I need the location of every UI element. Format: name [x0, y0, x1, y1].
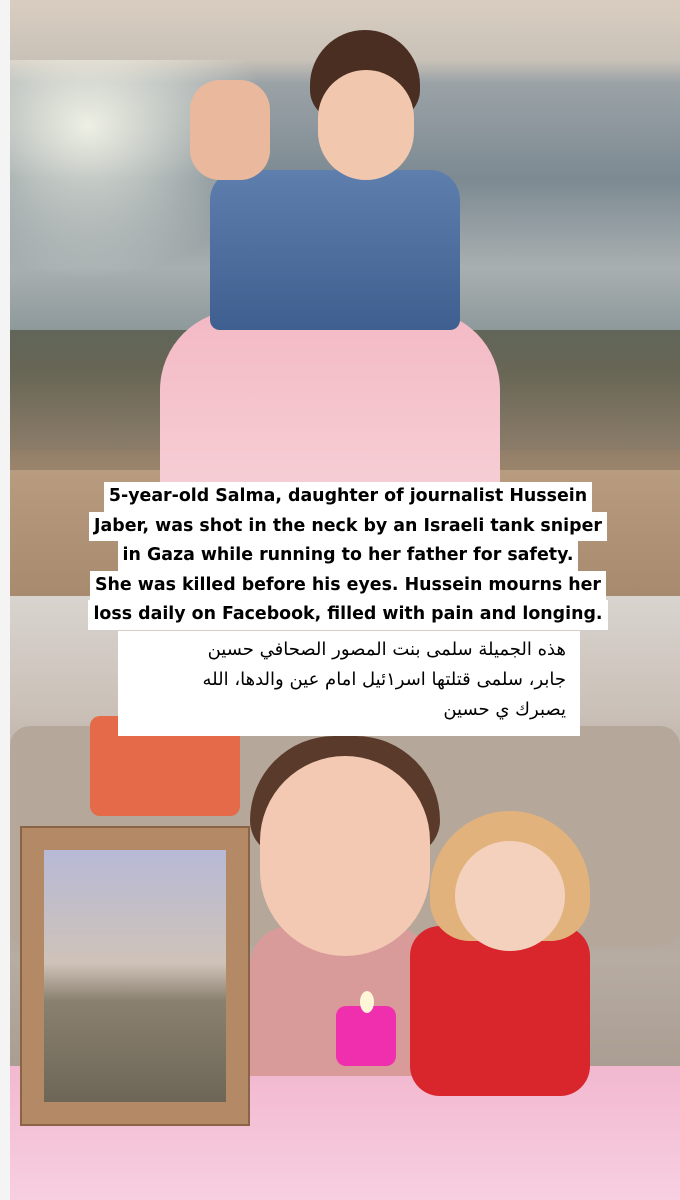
pink-dress [160, 310, 500, 500]
caption-line: جابر، سلمى قتلتها اسر١ئيل امام عين والدها، الله [202, 669, 566, 690]
caption-arabic [118, 631, 580, 736]
caption-english [56, 482, 640, 630]
caption-line: Jaber, was shot in the neck by an Israeli tank sniper [89, 512, 607, 542]
caption-line: هذه الجميلة سلمى بنت المصور الصحافي حسين [207, 639, 566, 660]
doll-face [455, 841, 565, 951]
raised-hand [190, 80, 270, 180]
caption-line: يصبرك ي حسين [443, 699, 566, 720]
caption-line: She was killed before his eyes. Hussein mourns her [90, 571, 606, 601]
framed-photo [44, 850, 226, 1102]
pink-candle [336, 1006, 396, 1066]
denim-jacket [210, 170, 460, 330]
caption-line: loss daily on Facebook, filled with pain and longing. [88, 600, 607, 630]
girl-face [260, 756, 430, 956]
face [318, 70, 414, 180]
caption-line: 5-year-old Salma, daughter of journalist Hussein [104, 482, 592, 512]
picture-frame [20, 826, 250, 1126]
candle-flame [360, 991, 374, 1013]
doll-red-outfit [410, 926, 590, 1096]
girl-waving [150, 20, 510, 490]
caption-line: in Gaza while running to her father for safety. [118, 541, 579, 571]
